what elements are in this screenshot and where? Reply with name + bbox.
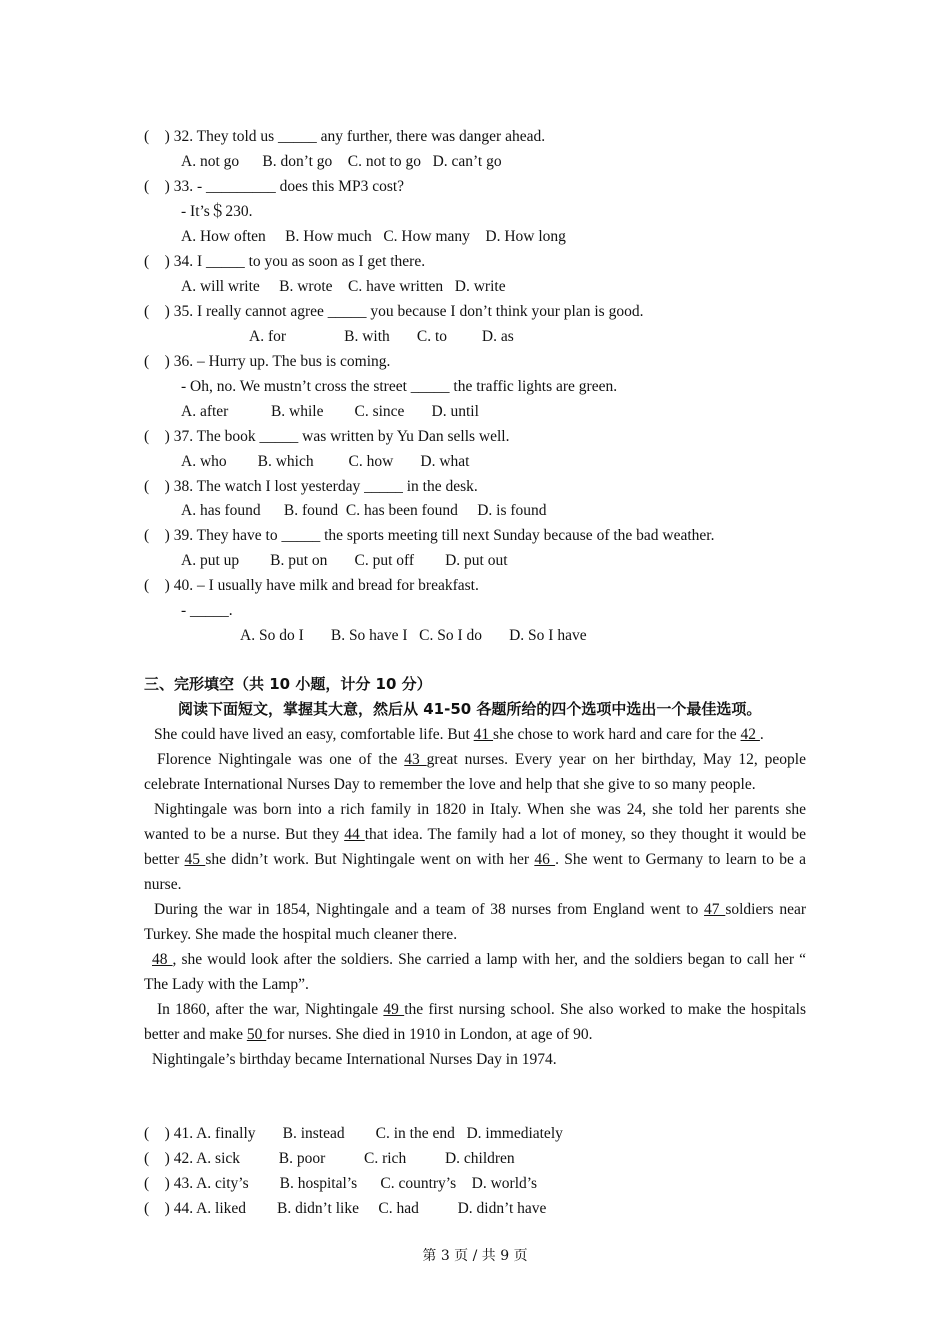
- question-41: ( ) 41. A. finally B. instead C. in the end D. immediately: [144, 1125, 563, 1142]
- blank-46: 46: [534, 851, 556, 868]
- question-44: ( ) 44. A. liked B. didn’t like C. had D. didn’t have: [144, 1200, 547, 1217]
- question-33-options: A. How often B. How much C. How many D. How long: [181, 228, 566, 245]
- section-instruction: 阅读下面短文，掌握其大意，然后从 41-50 各题所给的四个选项中选出一个最佳选项。: [178, 700, 762, 718]
- question-38-options: A. has found B. found C. has been found D. is found: [181, 502, 547, 519]
- question-36-options: A. after B. while C. since D. until: [181, 403, 479, 420]
- question-32-options: A. not go B. don’t go C. not to go D. can’t go: [181, 153, 502, 170]
- question-36-reply: - Oh, no. We mustn’t cross the street _____ the traffic lights are green.: [181, 378, 618, 395]
- question-32-stem: ( ) 32. They told us _____ any further, there was danger ahead.: [144, 128, 546, 145]
- question-33-stem: ( ) 33. - _________ does this MP3 cost?: [144, 178, 405, 195]
- question-35-options: A. for B. with C. to D. as: [249, 328, 514, 345]
- question-40-reply: - _____.: [181, 602, 233, 619]
- blank-47: 47: [704, 901, 726, 918]
- blank-43: 43: [404, 751, 427, 768]
- section-heading: 三、完形填空（共 10 小题，计分 10 分）: [144, 675, 432, 693]
- blank-45: 45: [184, 851, 206, 868]
- question-38-stem: ( ) 38. The watch I lost yesterday _____ in the desk.: [144, 478, 478, 495]
- page-footer: 第 3 页 / 共 9 页: [422, 1248, 528, 1264]
- passage-paragraph-6: In 1860, after the war, Nightingale 49 the first nursing school. She also worked to make the hospitals better and make 50 for nurses. She died in 1910 in London, at age of 90.: [144, 1001, 807, 1043]
- blank-49: 49: [383, 1001, 405, 1018]
- question-34-stem: ( ) 34. I _____ to you as soon as I get there.: [144, 253, 426, 270]
- question-43: ( ) 43. A. city’s B. hospital’s C. country’s D. world’s: [144, 1175, 538, 1192]
- passage-paragraph-5: 48 , she would look after the soldiers. She carried a lamp with her, and the soldiers began to call her “ The Lady with the Lamp”.: [144, 951, 806, 993]
- passage-paragraph-2: Florence Nightingale was one of the 43 great nurses. Every year on her birthday, May 12, people celebrate International Nurses Day to remember the love and help that she give to so many people.: [144, 751, 806, 793]
- question-37-options: A. who B. which C. how D. what: [181, 453, 470, 470]
- question-36-stem: ( ) 36. – Hurry up. The bus is coming.: [144, 353, 391, 370]
- blank-50: 50: [246, 1026, 267, 1043]
- blank-41: 41: [473, 726, 494, 743]
- passage-paragraph-4: During the war in 1854, Nightingale and a team of 38 nurses from England went to 47 soldiers near Turkey. She made the hospital much cleaner there.: [144, 901, 806, 943]
- passage-paragraph-1: She could have lived an easy, comfortable life. But 41 she chose to work hard and care for the 42 .: [154, 726, 764, 743]
- blank-44: 44: [344, 826, 365, 843]
- blank-42: 42: [740, 726, 760, 743]
- question-42: ( ) 42. A. sick B. poor C. rich D. children: [144, 1150, 515, 1167]
- question-33-reply: - It’s＄230.: [181, 203, 253, 220]
- cloze-passage: [144, 722, 806, 1072]
- question-37-stem: ( ) 37. The book _____ was written by Yu Dan sells well.: [144, 428, 510, 445]
- question-40-options: A. So do I B. So have I C. So I do D. So I have: [240, 627, 587, 644]
- passage-paragraph-3: Nightingale was born into a rich family in 1820 in Italy. When she was 24, she told her parents she wanted to be a nurse. But they 44 that idea. The family had a lot of money, so they thought it would be better 45 she didn’t work. But Nightingale went on with her 46 . She went to Germany to learn to be a nurse.: [144, 801, 807, 893]
- passage-paragraph-7: Nightingale’s birthday became International Nurses Day in 1974.: [152, 1051, 557, 1068]
- blank-48: 48: [152, 951, 173, 968]
- question-39-options: A. put up B. put on C. put off D. put out: [181, 552, 508, 569]
- question-40-stem: ( ) 40. – I usually have milk and bread for breakfast.: [144, 577, 479, 594]
- question-34-options: A. will write B. wrote C. have written D. write: [181, 278, 506, 295]
- question-39-stem: ( ) 39. They have to _____ the sports meeting till next Sunday because of the bad weather.: [144, 527, 715, 544]
- question-35-stem: ( ) 35. I really cannot agree _____ you because I don’t think your plan is good.: [144, 303, 644, 320]
